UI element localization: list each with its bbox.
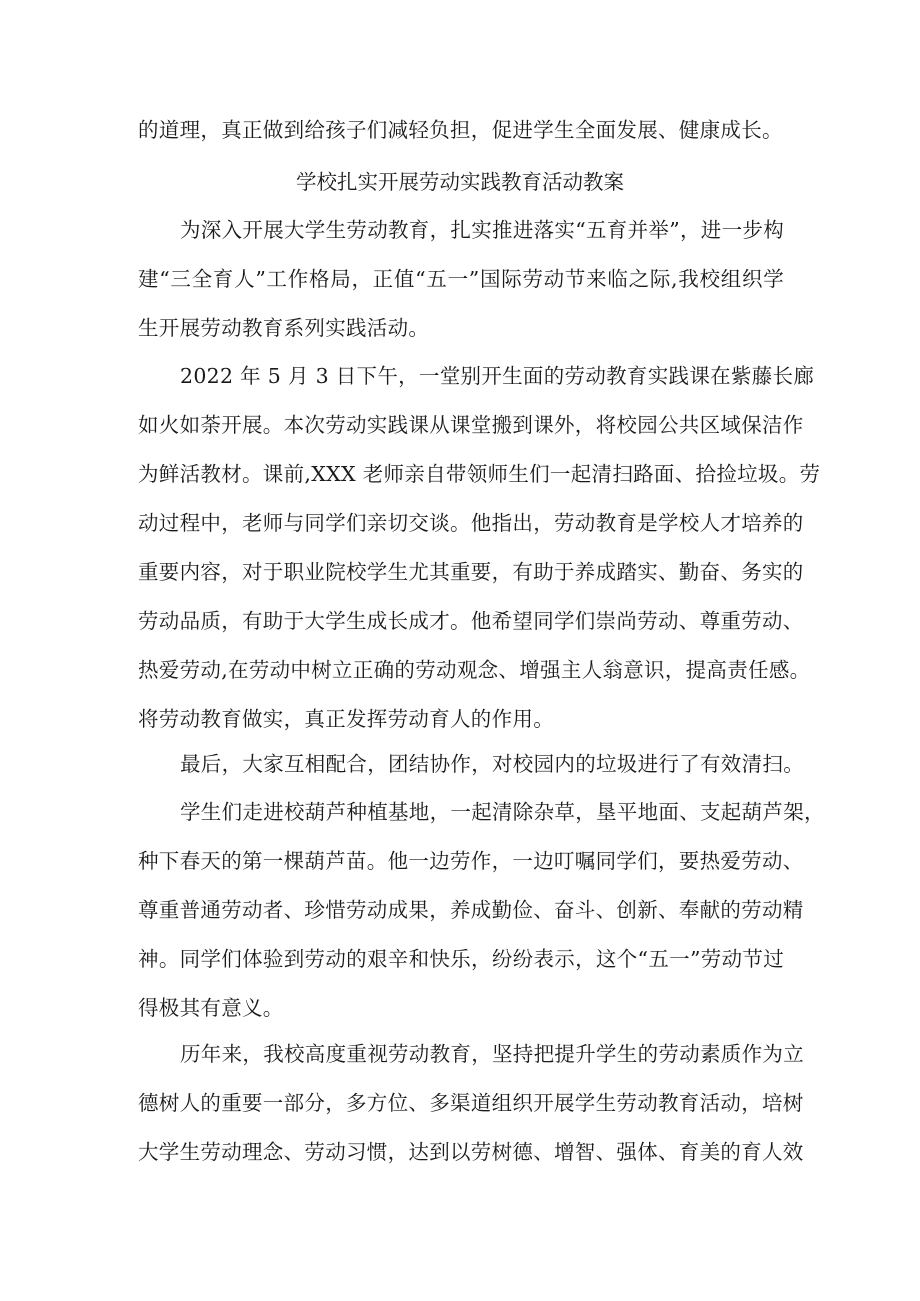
text-line: 2022 年 5 月 3 日下午，一堂别开生面的劳动教育实践课在紫藤长廊 (180, 364, 815, 388)
intro-tail-paragraph (138, 116, 784, 145)
text-line: 如火如荼开展。本次劳动实践课从课堂搬到课外，将校园公共区域保洁作 (138, 413, 804, 437)
text-line: 动过程中，老师与同学们亲切交谈。他指出，劳动教育是学校人才培养的 (138, 511, 804, 535)
paragraph-3 (138, 750, 804, 779)
paragraph-2 (138, 362, 821, 734)
text-line: 大学生劳动理念、劳动习惯，达到以劳树德、增智、强体、育美的育人效 (138, 1140, 804, 1164)
text-line: 将劳动教育做实，真正发挥劳动育人的作用。 (138, 707, 554, 731)
text-line: 尊重普通劳动者、珍惜劳动成果，养成勤俭、奋斗、创新、奉献的劳动精 (138, 898, 804, 922)
text-line: 为鲜活教材。课前,XXX 老师亲自带领师生们一起清扫路面、拾捡垃圾。劳 (138, 462, 821, 486)
paragraph-4 (138, 798, 825, 1023)
text-line: 种下春天的第一棵葫芦苗。他一边劳作，一边叮嘱同学们，要热爱劳动、 (138, 849, 804, 873)
paragraph-5 (138, 1040, 804, 1167)
text-line: 德树人的重要一部分，多方位、多渠道组织开展学生劳动教育活动，培树 (138, 1091, 804, 1115)
text-line: 学生们走进校葫芦种植基地，一起清除杂草，垦平地面、支起葫芦架， (180, 800, 825, 824)
text-line: 建“三全育人”工作格局，正值“五一”国际劳动节来临之际,我校组织学 (138, 267, 784, 291)
text-line: 的道理，真正做到给孩子们减轻负担，促进学生全面发展、健康成长。 (138, 118, 783, 142)
text-line: 最后，大家互相配合，团结协作，对校园内的垃圾进行了有效清扫。 (180, 752, 804, 776)
paragraph-1 (138, 216, 784, 343)
text-line: 历年来，我校高度重视劳动教育，坚持把提升学生的劳动素质作为立 (180, 1042, 804, 1066)
text-line: 为深入开展大学生劳动教育，扎实推进落实“五育并举”，进一步构 (180, 218, 784, 242)
text-line: 得极其有意义。 (138, 996, 284, 1020)
document-title: 学校扎实开展劳动实践教育活动教案 (296, 170, 624, 194)
text-line: 热爱劳动,在劳动中树立正确的劳动观念、增强主人翁意识，提高责任感。 (138, 658, 811, 682)
text-line: 劳动品质，有助于大学生成长成才。他希望同学们崇尚劳动、尊重劳动、 (138, 609, 804, 633)
text-line: 生开展劳动教育系列实践活动。 (138, 316, 430, 340)
text-line: 重要内容，对于职业院校学生尤其重要，有助于养成踏实、勤奋、务实的 (138, 560, 804, 584)
text-line: 神。同学们体验到劳动的艰辛和快乐，纷纷表示，这个“五一”劳动节过 (138, 947, 784, 971)
